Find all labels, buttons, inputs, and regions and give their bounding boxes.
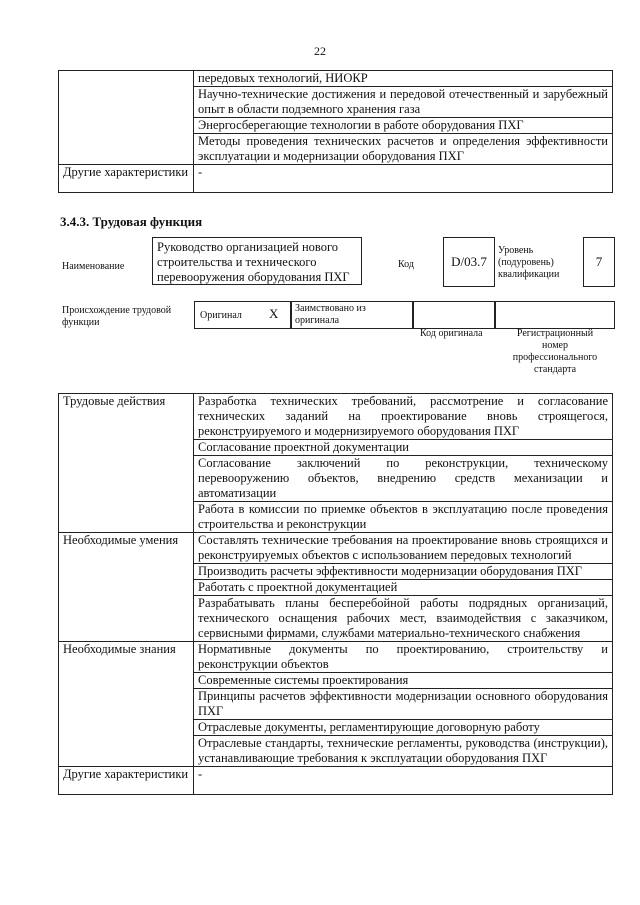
- table-cell-empty: [59, 71, 194, 165]
- origin-label: Происхождение трудовой функции: [62, 305, 172, 328]
- skill-item: Производить расчеты эффективности модернизации оборудования ПХГ: [194, 564, 613, 580]
- knowledge-item: Принципы расчетов эффективности модернизации основного оборудования ПХГ: [194, 689, 613, 720]
- level-value: 7: [583, 237, 615, 287]
- action-item: Работа в комиссии по приемке объектов в эксплуатацию после проведения строительства и реконструкции: [194, 502, 613, 533]
- name-value: Руководство организацией нового строительства и технического перевооружения оборудования ПХГ: [152, 237, 362, 285]
- code-original-label: Код оригинала: [420, 328, 483, 339]
- code-original-cell: [412, 301, 496, 329]
- skills-label: Необходимые умения: [59, 533, 194, 642]
- code-value: D/03.7: [443, 237, 495, 287]
- action-item: Разработка технических требований, рассмотрение и согласование технических заданий на проектирование вновь строящегося, реконструируемого и модернизируемого оборудования ПХГ: [194, 394, 613, 440]
- name-label: Наименование: [62, 261, 125, 272]
- code-label: Код: [398, 259, 414, 270]
- knowledge-item: Отраслевые стандарты, технические регламенты, руководства (инструкции), устанавливающие требования к эксплуатации оборудования ПХГ: [194, 736, 613, 767]
- other-characteristics-label: Другие характеристики: [59, 767, 194, 795]
- reg-number-cell: [494, 301, 615, 329]
- top-table: [58, 70, 613, 193]
- section-title: 3.4.3. Трудовая функция: [60, 214, 203, 229]
- knowledge-item: Нормативные документы по проектированию, строительству и реконструкции объектов: [194, 642, 613, 673]
- other-characteristics-label: Другие характеристики: [59, 165, 194, 193]
- other-characteristics-value: -: [194, 165, 613, 193]
- table-cell: передовых технологий, НИОКР: [194, 71, 613, 87]
- skill-item: Составлять технические требования на проектирование вновь строящихся и реконструируемых объектов с использованием передовых технологий: [194, 533, 613, 564]
- action-item: Согласование заключений по реконструкции, техническому перевооружению объектов, внедрению средств механизации и автоматизации: [194, 456, 613, 502]
- skill-item: Разрабатывать планы бесперебойной работы подрядных организаций, технического оснащения рабочих мест, взаимодействия с заказчиком, сервисными фирмами, службами материально-технического снабжения: [194, 596, 613, 642]
- main-table: [58, 393, 613, 795]
- original-cell: [194, 301, 292, 329]
- actions-label: Трудовые действия: [59, 394, 194, 533]
- knowledge-item: Отраслевые документы, регламентирующие договорную работу: [194, 720, 613, 736]
- borrowed-label: Заимствовано из оригинала: [295, 303, 366, 326]
- original-label: Оригинал: [200, 310, 242, 321]
- reg-number-label: Регистрационный номер профессионального стандарта: [512, 328, 598, 375]
- table-cell: Методы проведения технических расчетов и определения эффективности эксплуатации и модернизации оборудования ПХГ: [194, 134, 613, 165]
- action-item: Согласование проектной документации: [194, 440, 613, 456]
- knowledge-item: Современные системы проектирования: [194, 673, 613, 689]
- level-label: Уровень (подуровень) квалификации: [498, 245, 560, 280]
- page-number: 22: [314, 44, 326, 58]
- other-characteristics-value: -: [194, 767, 613, 795]
- knowledge-label: Необходимые знания: [59, 642, 194, 767]
- table-cell: Энергосберегающие технологии в работе оборудования ПХГ: [194, 118, 613, 134]
- borrowed-cell: [290, 301, 414, 329]
- table-cell: Научно-технические достижения и передовой отечественный и зарубежный опыт в области подземного хранения газа: [194, 87, 613, 118]
- skill-item: Работать с проектной документацией: [194, 580, 613, 596]
- original-mark: X: [269, 306, 279, 321]
